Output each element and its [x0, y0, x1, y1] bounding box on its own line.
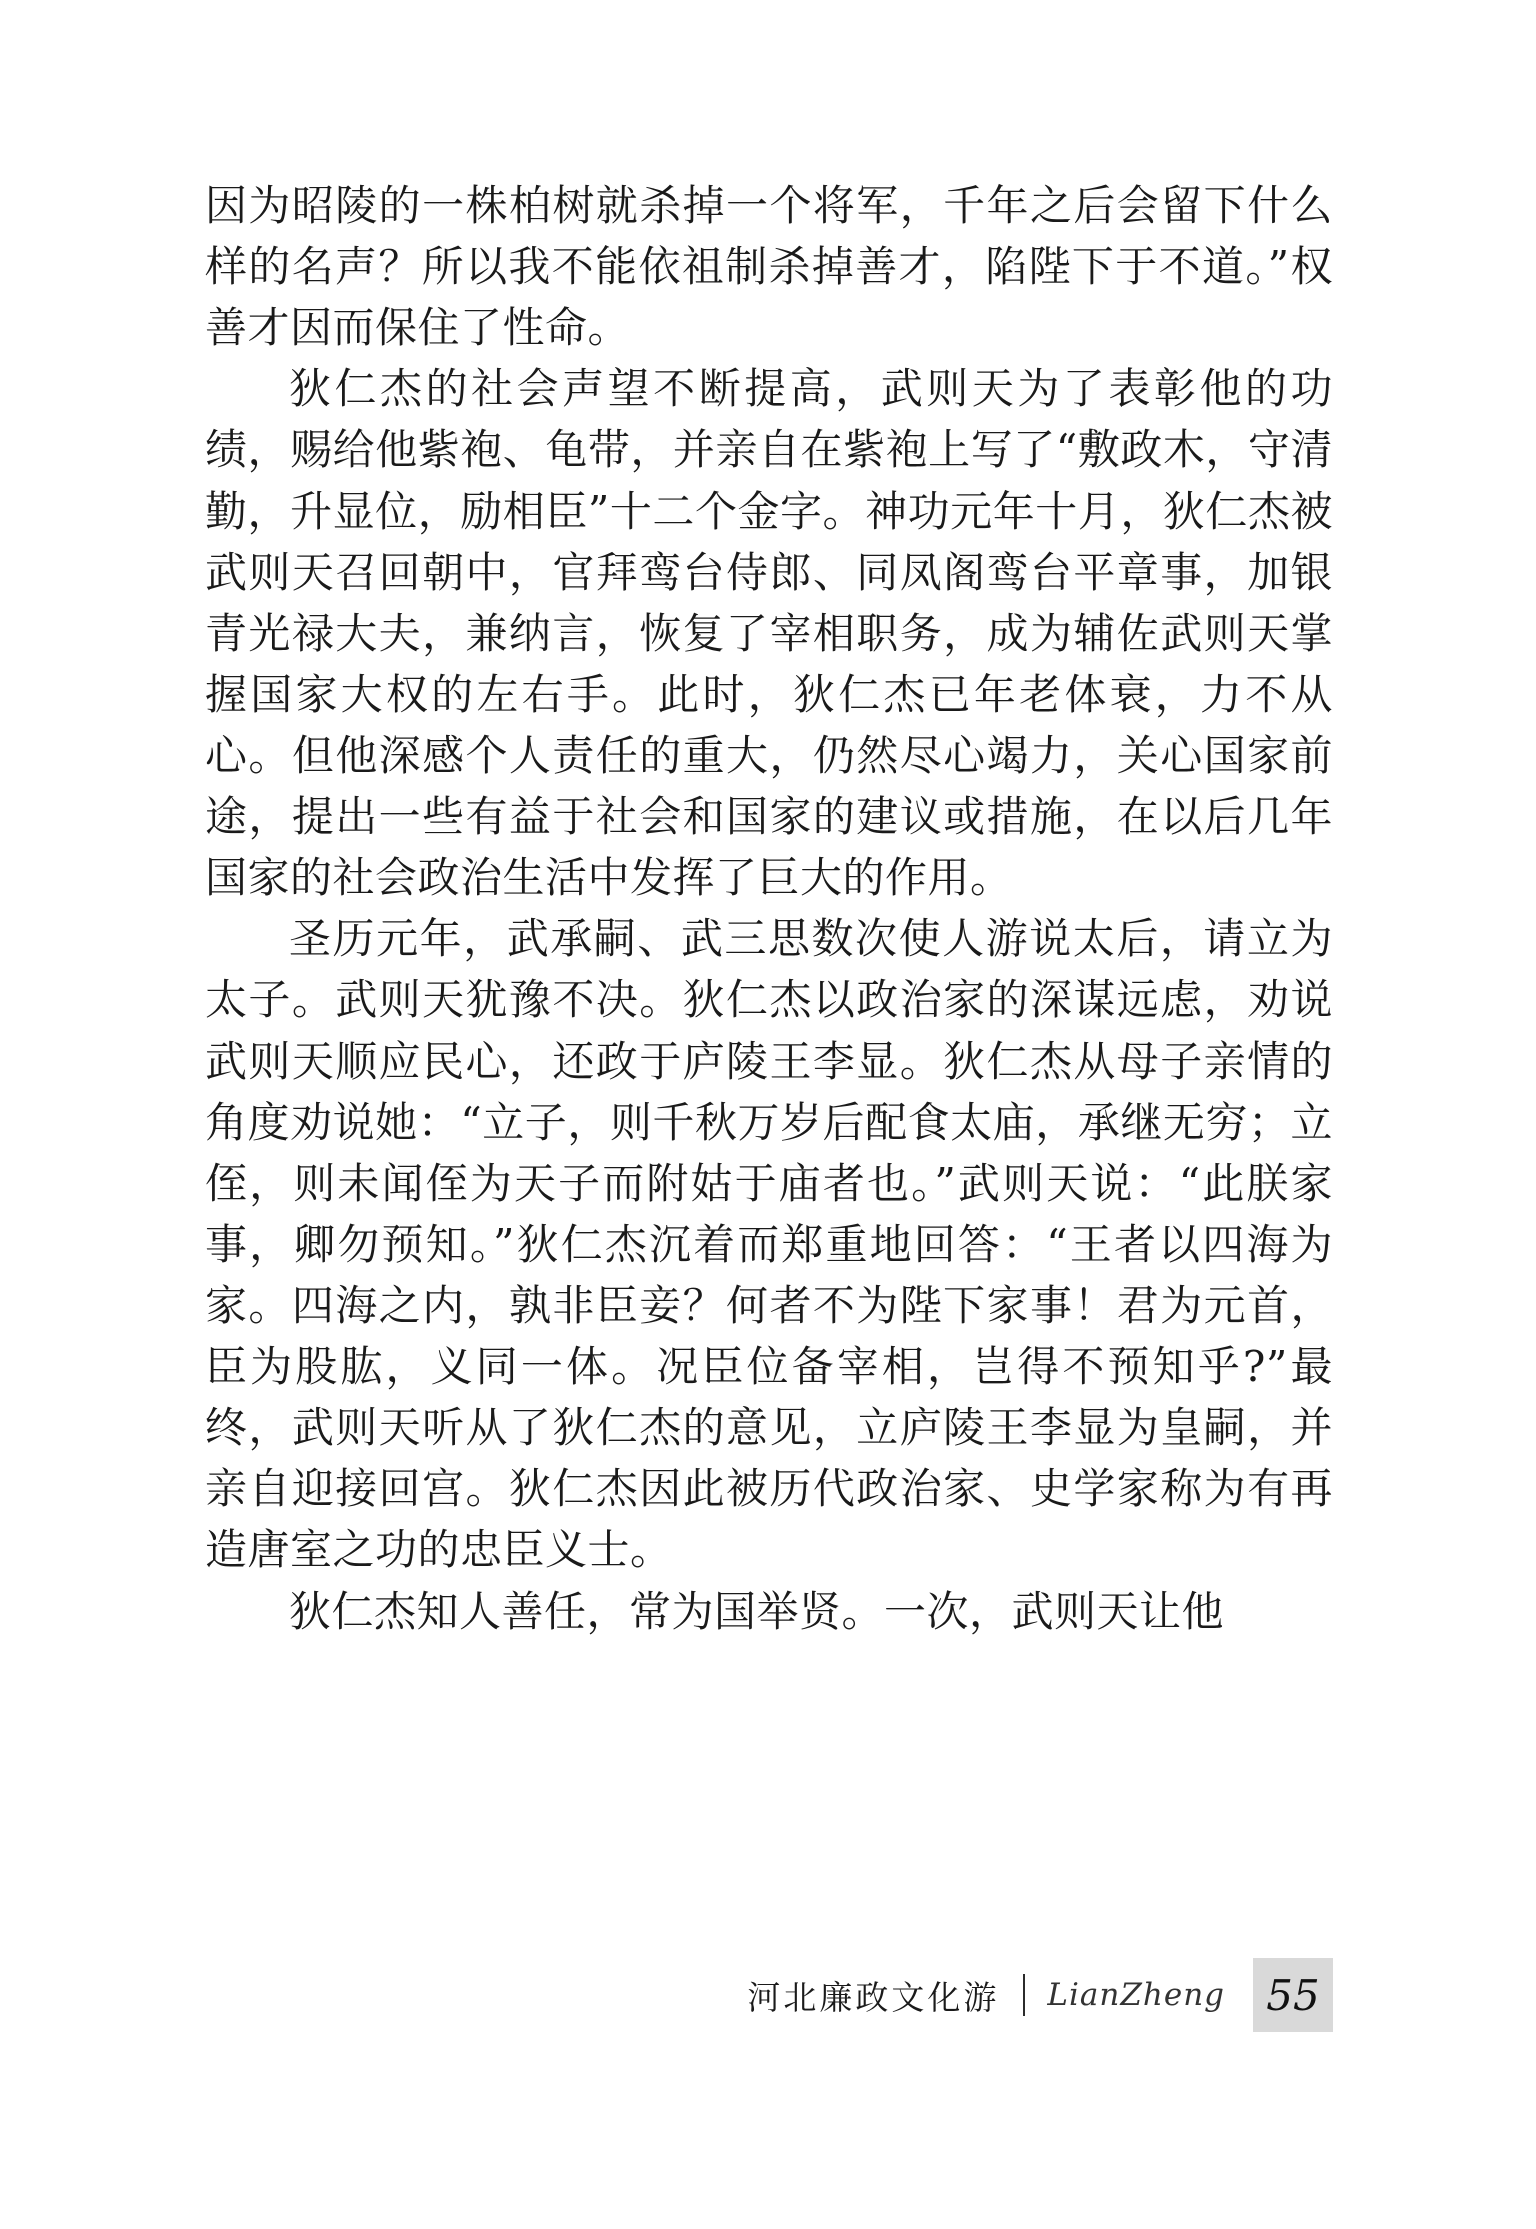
paragraph-3: 圣历元年，武承嗣、武三思数次使人游说太后，请立为太子。武则天犹豫不决。狄仁杰以政治家的深谋远虑，劝说武则天顺应民心，还政于庐陵王李显。狄仁杰从母子亲情的角度劝说她：“立子，则千秋万岁后配食太庙，承继无穷；立侄，则未闻侄为天子而附姑于庙者也。”武则天说：“此朕家事，卿勿预知。”狄仁杰沉着而郑重地回答：“王者以四海为家。四海之内，孰非臣妾？何者不为陛下家事！君为元首，臣为股肱，义同一体。况臣位备宰相，岂得不预知乎?”最终，武则天听从了狄仁杰的意见，立庐陵王李显为皇嗣，并亲自迎接回宫。狄仁杰因此被历代政治家、史学家称为有再造唐室之功的忠臣义士。 [205, 914, 1333, 1575]
footer-series-title-en: LianZheng [1047, 1977, 1225, 2013]
paragraph-2: 狄仁杰的社会声望不断提高，武则天为了表彰他的功绩，赐给他紫袍、龟带，并亲自在紫袍上写了“敷政木，守清勤，升显位，励相臣”十二个金字。神功元年十月，狄仁杰被武则天召回朝中，官拜鸾台侍郎、同凤阁鸾台平章事，加银青光禄大夫，兼纳言，恢复了宰相职务，成为辅佐武则天掌握国家大权的左右手。此时，狄仁杰已年老体衰，力不从心。但他深感个人责任的重大，仍然尽心竭力，关心国家前途，提出一些有益于社会和国家的建议或措施，在以后几年国家的社会政治生活中发挥了巨大的作用。 [205, 364, 1333, 903]
footer-divider [1023, 1974, 1025, 2016]
footer-series-title-cn: 河北廉政文化游 [747, 1977, 1000, 2017]
page-body-text [205, 175, 1333, 1642]
paragraph-4: 狄仁杰知人善任，常为国举贤。一次，武则天让他 [289, 1586, 1225, 1636]
page-number: 55 [1266, 1970, 1320, 2020]
paragraph-1: 因为昭陵的一株柏树就杀掉一个将军，千年之后会留下什么样的名声？所以我不能依祖制杀掉善才，陷陛下于不道。”权善才因而保住了性命。 [205, 181, 1333, 353]
page-number-badge [1253, 1958, 1333, 2032]
page-footer [0, 1955, 1536, 2045]
footer-content [747, 1955, 1333, 2035]
